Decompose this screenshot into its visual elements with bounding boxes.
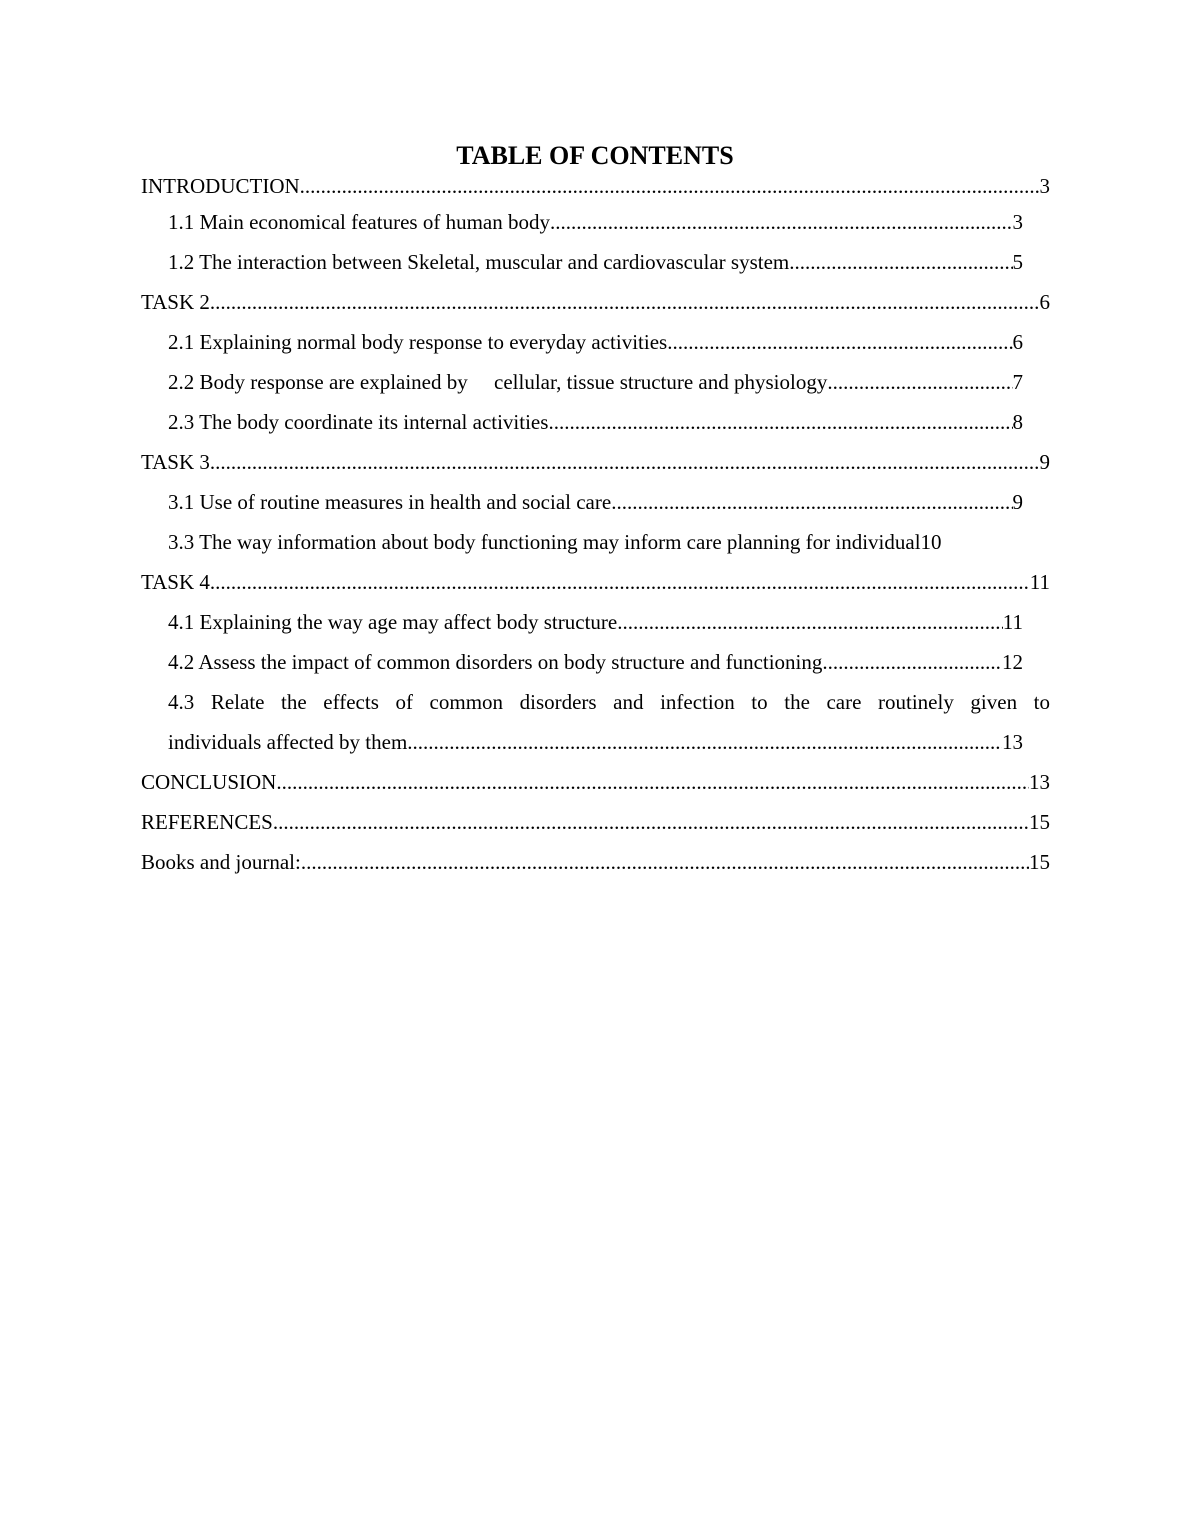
- dot-leader: [667, 322, 1012, 362]
- toc-entry-1-2[interactable]: [141, 242, 1023, 282]
- toc-page-number: 7: [1012, 370, 1023, 394]
- dot-leader: [548, 402, 1012, 442]
- toc-entry-text: TASK 3: [141, 450, 210, 474]
- toc-page-number: 11: [1029, 570, 1050, 594]
- toc-entry-2-1[interactable]: [141, 322, 1023, 362]
- toc-entry-text: 3.1 Use of routine measures in health and social care: [168, 490, 612, 514]
- toc-entry-text: 3.3 The way information about body functioning may inform care planning for individual: [168, 530, 921, 554]
- toc-page-number: 13: [1029, 770, 1050, 794]
- toc-page-number: 11: [1002, 610, 1023, 634]
- toc-page-number: 9: [1012, 490, 1023, 514]
- toc-title: TABLE OF CONTENTS: [456, 141, 734, 170]
- dot-leader: [789, 242, 1012, 282]
- toc-entry-2-2[interactable]: [141, 362, 1023, 402]
- toc-entry-text: 1.2 The interaction between Skeletal, muscular and cardiovascular system: [168, 250, 790, 274]
- toc-page-number: 5: [1012, 250, 1023, 274]
- toc-entry-task-2[interactable]: [141, 282, 1050, 322]
- dot-leader: [276, 762, 1029, 802]
- toc-entry-introduction[interactable]: [141, 170, 1050, 202]
- toc-entry-text: TASK 2: [141, 290, 210, 314]
- toc-entry-3-3[interactable]: [141, 522, 1023, 562]
- toc-page-number: 10: [920, 530, 942, 554]
- dot-leader: [611, 482, 1012, 522]
- toc-entry-text: individuals affected by them: [168, 730, 408, 754]
- toc-entry-text: 1.1 Main economical features of human body: [168, 210, 550, 234]
- toc-entry-text: 2.3 The body coordinate its internal activities: [168, 410, 549, 434]
- table-of-contents: [141, 170, 1050, 882]
- toc-entry-text: 4.3 Relate the effects of common disorders and infection to the care routinely given to: [168, 690, 1050, 714]
- dot-leader: [407, 722, 1002, 762]
- dot-leader: [617, 602, 1003, 642]
- dot-leader: [301, 842, 1029, 882]
- toc-entry-2-3[interactable]: [141, 402, 1023, 442]
- toc-entry-3-1[interactable]: [141, 482, 1023, 522]
- toc-entry-text: 4.2 Assess the impact of common disorders on body structure and functioning: [168, 650, 823, 674]
- dot-leader: [300, 170, 1040, 202]
- toc-entry-4-3-line1[interactable]: [141, 682, 1050, 722]
- dot-leader: [273, 802, 1029, 842]
- toc-entry-text: INTRODUCTION: [141, 174, 300, 198]
- toc-page-number: 3: [1012, 210, 1023, 234]
- toc-entry-conclusion[interactable]: [141, 762, 1050, 802]
- toc-entry-text: TASK 4: [141, 570, 210, 594]
- toc-entry-task-3[interactable]: [141, 442, 1050, 482]
- toc-page-number: 3: [1039, 174, 1050, 198]
- toc-entry-task-4[interactable]: [141, 562, 1050, 602]
- toc-entry-text: Books and journal:: [141, 850, 301, 874]
- toc-page-number: 15: [1029, 850, 1050, 874]
- toc-entry-text: 2.2 Body response are explained by cellular, tissue structure and physiology: [168, 370, 828, 394]
- dot-leader: [210, 562, 1030, 602]
- toc-page-number: 13: [1002, 730, 1023, 754]
- toc-entry-text: 2.1 Explaining normal body response to everyday activities: [168, 330, 668, 354]
- toc-entry-4-3-line2[interactable]: [141, 722, 1023, 762]
- toc-page-number: 15: [1029, 810, 1050, 834]
- toc-page-number: 12: [1002, 650, 1023, 674]
- dot-leader: [822, 642, 1002, 682]
- toc-entry-text: REFERENCES: [141, 810, 273, 834]
- toc-entry-4-2[interactable]: [141, 642, 1023, 682]
- toc-page-number: 6: [1039, 290, 1050, 314]
- toc-entry-4-1[interactable]: [141, 602, 1023, 642]
- toc-page-number: 8: [1012, 410, 1023, 434]
- toc-entry-references[interactable]: [141, 802, 1050, 842]
- toc-entry-1-1[interactable]: [141, 202, 1023, 242]
- dot-leader: [210, 442, 1040, 482]
- toc-page-number: 9: [1039, 450, 1050, 474]
- toc-entry-books-and-journal[interactable]: [141, 842, 1050, 882]
- dot-leader: [827, 362, 1012, 402]
- toc-page-number: 6: [1012, 330, 1023, 354]
- dot-leader: [210, 282, 1040, 322]
- dot-leader: [550, 202, 1013, 242]
- toc-entry-text: CONCLUSION: [141, 770, 277, 794]
- toc-entry-text: 4.1 Explaining the way age may affect body structure: [168, 610, 618, 634]
